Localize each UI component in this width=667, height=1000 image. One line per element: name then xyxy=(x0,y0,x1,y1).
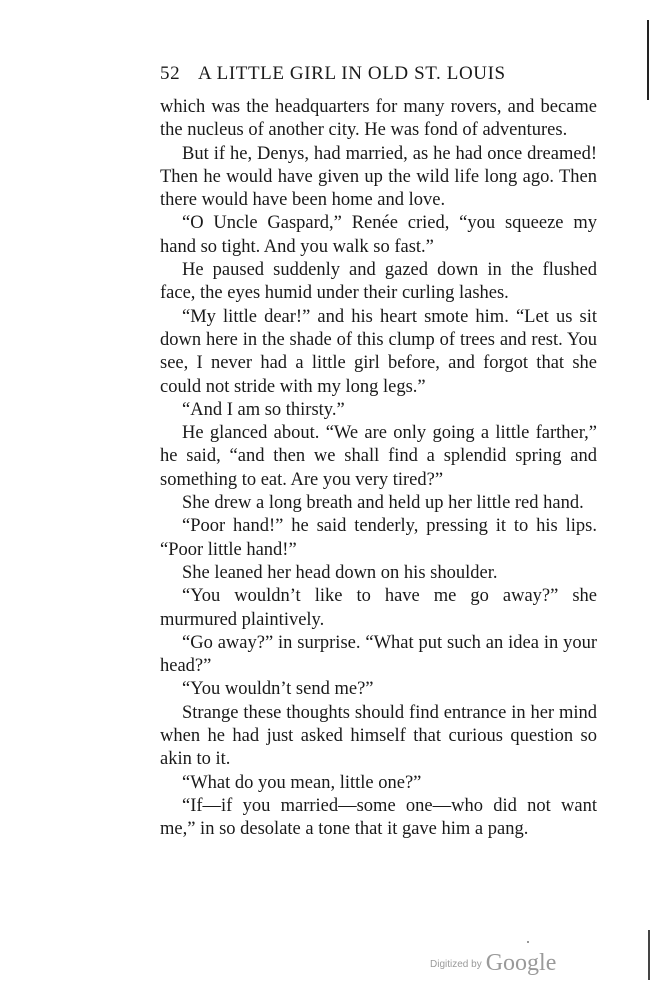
watermark-prefix: Digitized by xyxy=(430,959,482,970)
paragraph: “You wouldn’t like to have me go away?” she murmured plaintively. xyxy=(160,586,597,630)
paragraph: He glanced about. “We are only going a little farther,” he said, “and then we shall find a splendid spring and something to eat. Are you very tired?” xyxy=(160,423,597,490)
scan-speck xyxy=(527,941,529,943)
paragraph: She leaned her head down on his shoulder. xyxy=(182,562,498,583)
digitized-watermark xyxy=(430,950,556,977)
paragraph: “Poor hand!” he said tenderly, pressing it to his lips. “Poor little hand!” xyxy=(160,516,597,560)
running-header xyxy=(160,63,600,85)
paragraph: “If—if you married—some one—who did not want me,” in so desolate a tone that it gave him a pang. xyxy=(160,795,597,840)
paragraph: “Go away?” in surprise. “What put such an idea in your head?” xyxy=(160,632,597,677)
paragraph: But if he, Denys, had married, as he had once dreamed! Then he would have given up the wild life long ago. Then there would have been home and love. xyxy=(160,143,597,211)
paragraph: “What do you mean, little one?” xyxy=(182,772,422,793)
paragraph: which was the headquarters for many rovers, and became the nucleus of another city. He was fond of adventures. xyxy=(160,97,597,141)
paragraph: Strange these thoughts should find entrance in her mind when he had just asked himself that curious question so akin to it. xyxy=(160,702,597,770)
paragraph: “My little dear!” and his heart smote him. “Let us sit down here in the shade of this clump of trees and rest. You see, I never had a little girl before, and forgot that she could not stride with my long legs.” xyxy=(160,306,597,397)
paragraph: She drew a long breath and held up her little red hand. xyxy=(182,493,584,514)
page-number: 52 xyxy=(160,63,181,84)
paragraph: He paused suddenly and gazed down in the flushed face, the eyes humid under their curling lashes. xyxy=(160,260,597,304)
running-title: A LITTLE GIRL IN OLD ST. LOUIS xyxy=(198,63,506,84)
paragraph: “O Uncle Gaspard,” Renée cried, “you squeeze my hand so tight. And you walk so fast.” xyxy=(160,213,597,257)
page-edge-line-bottom xyxy=(648,930,650,980)
page-edge-line xyxy=(647,20,649,100)
watermark-brand: Google xyxy=(485,950,557,976)
paragraph: “You wouldn’t send me?” xyxy=(182,679,374,700)
body-text xyxy=(160,96,597,842)
paragraph: “And I am so thirsty.” xyxy=(182,399,345,420)
